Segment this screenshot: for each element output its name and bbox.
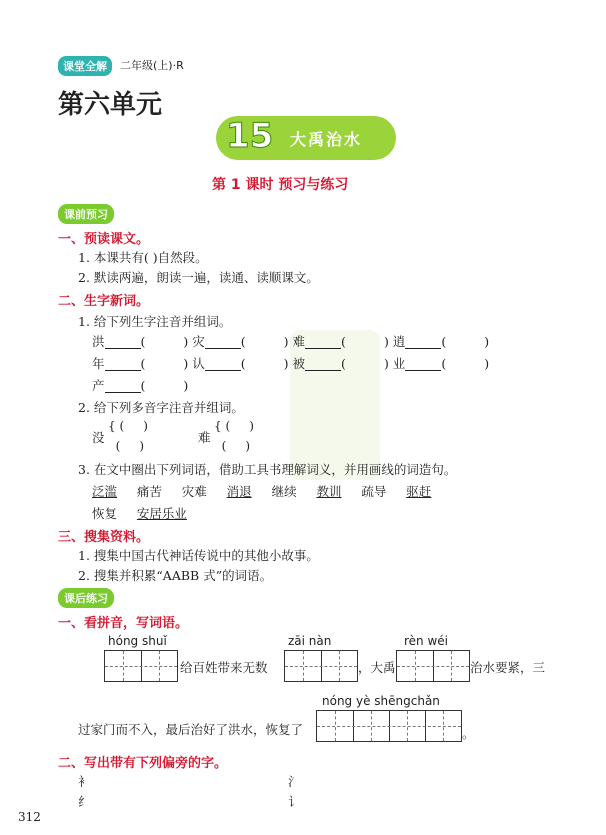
pre-class-tag: 课前预习 bbox=[58, 204, 114, 224]
word: 灾难 bbox=[181, 484, 207, 499]
word: 安居乐业 bbox=[136, 506, 187, 521]
word: 痛苦 bbox=[136, 484, 162, 499]
char: 逍 bbox=[392, 334, 406, 349]
section-heading: 一、预读课文。 bbox=[58, 232, 150, 247]
writing-grid[interactable] bbox=[284, 650, 358, 682]
item-text: 2. 给下列多音字注音并组词。 bbox=[78, 400, 244, 415]
word: 泛滥 bbox=[92, 484, 118, 499]
poly-brackets: { ( ) ( ) bbox=[108, 419, 148, 453]
word: 继续 bbox=[271, 484, 297, 499]
passage-text: 治水要紧，三 bbox=[470, 660, 546, 675]
item-text: 1. 本课共有( )自然段。 bbox=[78, 250, 208, 265]
lesson-title: 大禹治水 bbox=[290, 130, 363, 149]
word-list bbox=[92, 504, 187, 522]
background-decoration bbox=[290, 330, 380, 480]
section-heading: 一、看拼音，写词语。 bbox=[58, 616, 189, 631]
radical: 纟 bbox=[78, 794, 91, 809]
char: 被 bbox=[292, 356, 306, 371]
page-number: 312 bbox=[18, 810, 41, 824]
lesson-number: 15 bbox=[226, 116, 274, 156]
word: 疏导 bbox=[361, 484, 387, 499]
writing-grid[interactable] bbox=[396, 650, 470, 682]
item-text: 2. 搜集并积累“AABB 式”的词语。 bbox=[78, 568, 273, 583]
poly-char: 没 bbox=[92, 430, 105, 445]
section-heading: 二、生字新词。 bbox=[58, 294, 150, 309]
period-title: 第 1 课时 预习与练习 bbox=[212, 177, 349, 193]
char: 灾 bbox=[192, 334, 205, 349]
series-badge: 课堂全解 bbox=[58, 56, 112, 76]
radical: 衤 bbox=[78, 774, 91, 789]
section-heading: 二、写出带有下列偏旁的字。 bbox=[58, 756, 228, 771]
radical: 氵 bbox=[288, 774, 301, 789]
grade-label: 二年级(上)·R bbox=[120, 59, 184, 72]
char-row: 年 ( ) 认 ( ) 被 ( ) 业 ( ) bbox=[92, 356, 490, 371]
char-row: 洪 ( ) 灾 ( ) 难 ( ) 逍 ( ) bbox=[92, 334, 490, 349]
writing-grid[interactable] bbox=[104, 650, 178, 682]
passage-text: 过家门而不入，最后治好了洪水，恢复了 bbox=[78, 722, 304, 737]
char: 业 bbox=[392, 356, 406, 371]
item-text: 2. 默读两遍，朗读一遍，读通、读顺课文。 bbox=[78, 270, 319, 285]
item-text: 1. 给下列生字注音并组词。 bbox=[78, 314, 232, 329]
pinyin: nóng yè shēngchǎn bbox=[322, 694, 440, 708]
char: 年 bbox=[92, 356, 105, 371]
poly-char: 难 bbox=[198, 430, 211, 445]
word: 恢复 bbox=[92, 506, 118, 521]
passage-text: 。 bbox=[462, 726, 475, 741]
item-text: 3. 在文中圈出下列词语，借助工具书理解词义，并用画线的词造句。 bbox=[78, 462, 457, 477]
char: 难 bbox=[292, 334, 306, 349]
word: 教训 bbox=[316, 484, 342, 499]
after-class-tag: 课后练习 bbox=[58, 588, 114, 608]
radical: 讠 bbox=[288, 794, 301, 809]
char: 认 bbox=[192, 356, 205, 371]
section-heading: 三、搜集资料。 bbox=[58, 530, 150, 545]
unit-title: 第六单元 bbox=[58, 90, 163, 120]
word-list bbox=[92, 482, 431, 500]
word: 驱赶 bbox=[406, 484, 432, 499]
passage-text: 给百姓带来无数 bbox=[180, 660, 268, 675]
passage-text: ，大禹 bbox=[358, 660, 396, 675]
char: 洪 bbox=[92, 334, 105, 349]
poly-brackets: { ( ) ( ) bbox=[214, 419, 254, 453]
writing-grid[interactable] bbox=[316, 710, 462, 742]
word: 消退 bbox=[226, 484, 252, 499]
item-text: 1. 搜集中国古代神话传说中的其他小故事。 bbox=[78, 548, 319, 563]
char-row: 产 ( ) bbox=[92, 378, 189, 393]
pinyin: hóng shuǐ bbox=[108, 634, 167, 648]
pinyin: rèn wéi bbox=[404, 634, 449, 648]
pinyin: zāi nàn bbox=[288, 634, 332, 648]
char: 产 bbox=[92, 378, 105, 393]
